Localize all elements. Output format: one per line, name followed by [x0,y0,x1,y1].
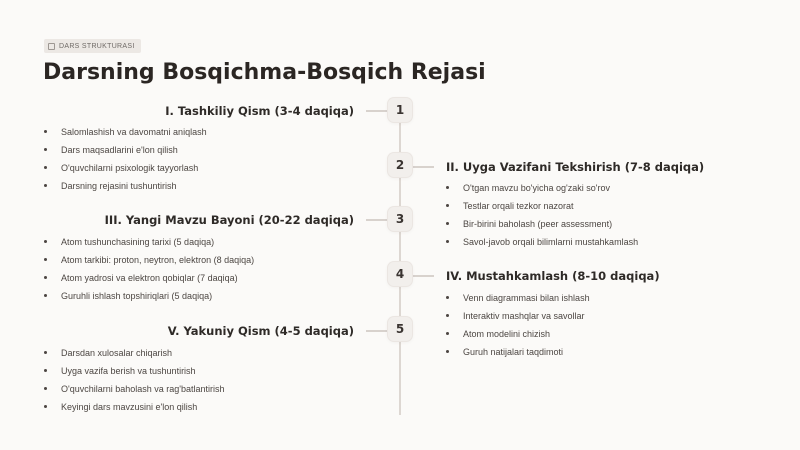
list-item-text: Keyingi dars mavzusini e'lon qilish [61,402,198,412]
stage-heading: II. Uyga Vazifani Tekshirish (7-8 daqiqa) [446,160,705,174]
list-item-text: O'tgan mavzu bo'yicha og'zaki so'rov [463,183,610,193]
bullet-icon [446,240,449,243]
list-item [446,289,590,307]
bullet-icon [44,166,47,169]
document-icon [48,43,55,50]
stage-item-list [446,179,638,251]
bullet-icon [44,369,47,372]
list-item-text: Guruh natijalari taqdimoti [463,347,564,357]
bullet-icon [44,184,47,187]
stage-item-list [44,344,225,416]
list-item [446,197,638,215]
stage-number-badge: 2 [388,153,412,177]
list-item-text: Darsning rejasini tushuntirish [61,181,177,191]
list-item-text: O'quvchilarni psixologik tayyorlash [61,163,199,173]
list-item-text: Salomlashish va davomatni aniqlash [61,127,207,137]
bullet-icon [446,222,449,225]
list-item [446,233,638,251]
bullet-icon [446,350,449,353]
stage-item-list [44,233,254,305]
timeline-connector [412,166,434,168]
timeline-connector [366,110,388,112]
bullet-icon [44,130,47,133]
timeline-axis [399,105,401,415]
bullet-icon [44,276,47,279]
stage-item-list [446,289,590,361]
list-item [446,343,590,361]
list-item [44,398,225,416]
list-item [44,269,254,287]
list-item [446,179,638,197]
list-item [446,307,590,325]
list-item-text: Atom yadrosi va elektron qobiqlar (7 daqiqa) [61,273,238,283]
bullet-icon [44,387,47,390]
bullet-icon [446,204,449,207]
timeline-connector [366,219,388,221]
list-item [44,380,225,398]
bullet-icon [44,405,47,408]
stage-heading: III. Yangi Mavzu Bayoni (20-22 daqiqa) [104,213,354,227]
list-item [44,344,225,362]
section-badge [44,39,141,53]
list-item [44,159,207,177]
stage-item-list [44,123,207,195]
list-item [44,233,254,251]
bullet-icon [446,332,449,335]
bullet-icon [446,186,449,189]
bullet-icon [446,296,449,299]
stage-heading: V. Yakuniy Qism (4-5 daqiqa) [167,324,354,338]
list-item [44,362,225,380]
bullet-icon [44,148,47,151]
list-item-text: Savol-javob orqali bilimlarni mustahkamlash [463,237,639,247]
list-item-text: Guruhli ishlash topshiriqlari (5 daqiqa) [61,291,213,301]
timeline-connector [366,330,388,332]
timeline-connector [412,275,434,277]
list-item-text: Dars maqsadlarini e'lon qilish [61,145,178,155]
stage-number-badge: 1 [388,98,412,122]
list-item-text: Venn diagrammasi bilan ishlash [463,293,590,303]
list-item-text: Testlar orqali tezkor nazorat [463,201,574,211]
list-item-text: Bir-birini baholash (peer assessment) [463,219,613,229]
list-item [446,325,590,343]
list-item [44,177,207,195]
list-item [44,251,254,269]
list-item-text: Atom tushunchasining tarixi (5 daqiqa) [61,237,215,247]
bullet-icon [44,240,47,243]
list-item-text: O'quvchilarni baholash va rag'batlantirish [61,384,225,394]
section-badge-label: DARS STRUKTURASI [59,42,135,50]
list-item-text: Darsdan xulosalar chiqarish [61,348,173,358]
stage-number-badge: 5 [388,317,412,341]
bullet-icon [44,258,47,261]
stage-heading: IV. Mustahkamlash (8-10 daqiqa) [446,269,660,283]
bullet-icon [44,294,47,297]
list-item-text: Uyga vazifa berish va tushuntirish [61,366,196,376]
page-title: Darsning Bosqichma-Bosqich Rejasi [43,60,486,85]
list-item [44,123,207,141]
bullet-icon [44,351,47,354]
stage-heading: I. Tashkiliy Qism (3-4 daqiqa) [165,104,354,118]
bullet-icon [446,314,449,317]
list-item-text: Atom tarkibi: proton, neytron, elektron (8 daqiqa) [61,255,255,265]
stage-number-badge: 4 [388,262,412,286]
stage-number-badge: 3 [388,207,412,231]
list-item-text: Atom modelini chizish [463,329,551,339]
list-item [44,287,254,305]
list-item [446,215,638,233]
list-item [44,141,207,159]
list-item-text: Interaktiv mashqlar va savollar [463,311,585,321]
